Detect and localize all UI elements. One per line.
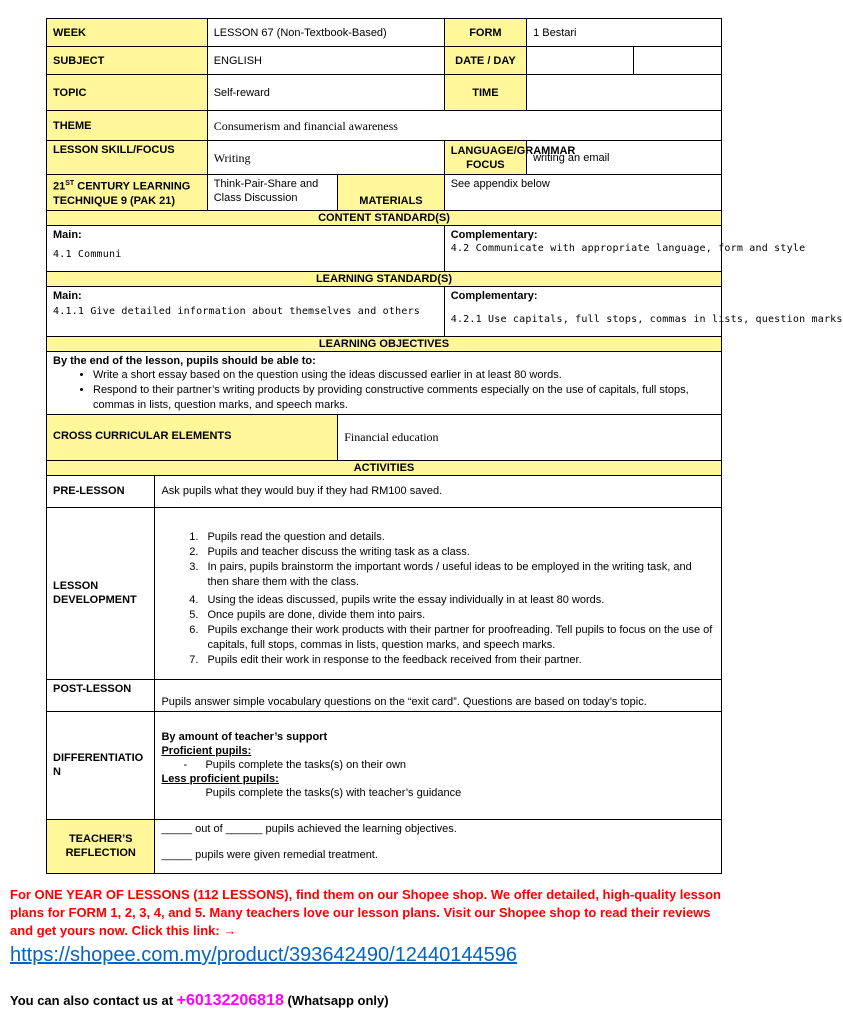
objectives-intro: By the end of the lesson, pupils should be able to: xyxy=(53,354,316,367)
c21-label-main: 21 xyxy=(53,180,66,193)
grammar-value: writing an email xyxy=(527,141,722,175)
topic-value: Self-reward xyxy=(207,75,444,111)
diff-proficient-row xyxy=(161,758,715,772)
diff-heading: By amount of teacher’s support xyxy=(161,731,328,744)
date-label: DATE / DAY xyxy=(444,47,526,75)
learning-objectives-body xyxy=(47,351,722,414)
theme-label: THEME xyxy=(47,111,208,141)
materials-value: See appendix below xyxy=(444,175,721,211)
development-step: 7. Pupils edit their work in response to the feedback received from their partner. xyxy=(201,653,715,668)
reflection-label: TEACHER’S REFLECTION xyxy=(47,819,155,873)
pre-lesson-value: Ask pupils what they would buy if they had RM100 saved. xyxy=(155,475,722,507)
learning-standard-main xyxy=(47,286,445,336)
content-standard-comp xyxy=(444,225,806,271)
materials-label: MATERIALS xyxy=(338,175,444,211)
learning-comp-label: Complementary: xyxy=(450,289,538,302)
learning-standard-comp xyxy=(444,286,843,336)
contact-prefix: You can also contact us at xyxy=(10,993,177,1008)
contact-suffix: (Whatsapp only) xyxy=(283,993,389,1008)
diff-proficient-label: Proficient pupils: xyxy=(161,745,252,758)
learning-main-value: 4.1.1 Give detailed information about themselves and others xyxy=(53,305,421,317)
content-standard-header: CONTENT STANDARD(S) xyxy=(47,210,722,225)
objective-item: • Write a short essay based on the question using the ideas discussed earlier in at least 80 words. xyxy=(93,368,715,383)
development-step: 2. Pupils and teacher discuss the writing task as a class. xyxy=(201,545,715,560)
content-comp-label: Complementary: xyxy=(450,228,538,241)
content-main-label: Main: xyxy=(53,228,82,241)
lesson-development-label: LESSON DEVELOPMENT xyxy=(47,507,155,679)
theme-value: Consumerism and financial awareness xyxy=(207,111,721,141)
learning-objectives-header: LEARNING OBJECTIVES xyxy=(47,336,722,351)
lesson-development-body xyxy=(155,507,722,679)
time-value xyxy=(527,75,722,111)
c21-label-sup: ST xyxy=(65,180,75,187)
learning-comp-value: 4.2.1 Use capitals, full stops, commas in lists, question marks xyxy=(450,313,843,325)
c21-value: Think-Pair-Share and Class Discussion xyxy=(207,175,338,211)
time-label: TIME xyxy=(444,75,526,111)
diff-less-item: Pupils complete the tasks(s) with teacher’s guidance xyxy=(205,787,462,800)
c21-label-rest: CENTURY LEARNING TECHNIQUE 9 (PAK 21) xyxy=(53,180,191,207)
grammar-label: LANGUAGE/GRAMMAR FOCUS xyxy=(444,141,526,175)
subject-value: ENGLISH xyxy=(207,47,444,75)
reflection-body xyxy=(155,819,722,873)
contact-line xyxy=(10,992,389,1010)
development-step: 1. Pupils read the question and details. xyxy=(201,530,715,545)
c21-label xyxy=(47,175,208,211)
objective-item: • Respond to their partner’s writing products by providing constructive comments especially on the use of capitals, full stops, commas in lists, question marks, and speech marks. xyxy=(93,383,715,413)
post-lesson-label: POST-LESSON xyxy=(47,679,155,711)
learning-standard-header: LEARNING STANDARD(S) xyxy=(47,271,722,286)
reflection-line-2: _____ pupils were given remedial treatment. xyxy=(161,848,378,861)
week-label: WEEK xyxy=(47,19,208,47)
differentiation-label: DIFFERENTIATIO N xyxy=(47,711,155,819)
skill-value: Writing xyxy=(207,141,444,175)
diff-less-label: Less proficient pupils: xyxy=(161,773,279,786)
cce-label: CROSS CURRICULAR ELEMENTS xyxy=(47,414,338,460)
skill-label: LESSON SKILL/FOCUS xyxy=(47,141,208,175)
content-main-value: 4.1 Communi xyxy=(53,248,122,260)
objectives-list xyxy=(53,368,715,413)
content-standard-main xyxy=(47,225,445,271)
development-step: 6. Pupils exchange their work products with their partner for proofreading. Tell pupils to focus on the use of capitals, full stops, commas in lists, question marks, and speech marks. xyxy=(201,623,715,653)
content-comp-value: 4.2 Communicate with appropriate language, form and style xyxy=(450,242,806,254)
development-step: 3. In pairs, pupils brainstorm the important words / useful ideas to be employed in the writing task, and then share them with the class. xyxy=(201,560,715,590)
form-value: 1 Bestari xyxy=(527,19,722,47)
date-value xyxy=(527,47,633,75)
pre-lesson-label: PRE-LESSON xyxy=(47,475,155,507)
development-steps xyxy=(161,530,715,668)
phone-number[interactable]: +60132206818 xyxy=(176,992,284,1009)
lesson-plan-table xyxy=(46,18,843,874)
dash-bullet-icon: - xyxy=(183,759,188,772)
cce-value: Financial education xyxy=(338,414,722,460)
differentiation-body xyxy=(155,711,722,819)
development-step: 5. Once pupils are done, divide them into pairs. xyxy=(201,608,715,623)
week-value: LESSON 67 (Non-Textbook-Based) xyxy=(207,19,444,47)
day-value xyxy=(633,47,721,75)
reflection-line-1: _____ out of ______ pupils achieved the learning objectives. xyxy=(161,822,457,835)
form-label: FORM xyxy=(444,19,526,47)
shopee-link[interactable]: https://shopee.com.my/product/393642490/12440144596 xyxy=(10,944,518,966)
diff-proficient-item: Pupils complete the tasks(s) on their own xyxy=(205,759,407,772)
development-step: 4. Using the ideas discussed, pupils write the essay individually in at least 80 words. xyxy=(201,593,715,608)
post-lesson-value: Pupils answer simple vocabulary questions on the “exit card”. Questions are based on today’s topic. xyxy=(155,679,722,711)
promo-text: For ONE YEAR OF LESSONS (112 LESSONS), find them on our Shopee shop. We offer detailed, high-quality lesson plans for FORM 1, 2, 3, 4, and 5. Many teachers love our lesson plans. Visit our Shopee shop to read their reviews and get yours now. Click this link: → xyxy=(10,887,721,938)
activities-header: ACTIVITIES xyxy=(47,460,722,475)
topic-label: TOPIC xyxy=(47,75,208,111)
subject-label: SUBJECT xyxy=(47,47,208,75)
learning-main-label: Main: xyxy=(53,289,82,302)
